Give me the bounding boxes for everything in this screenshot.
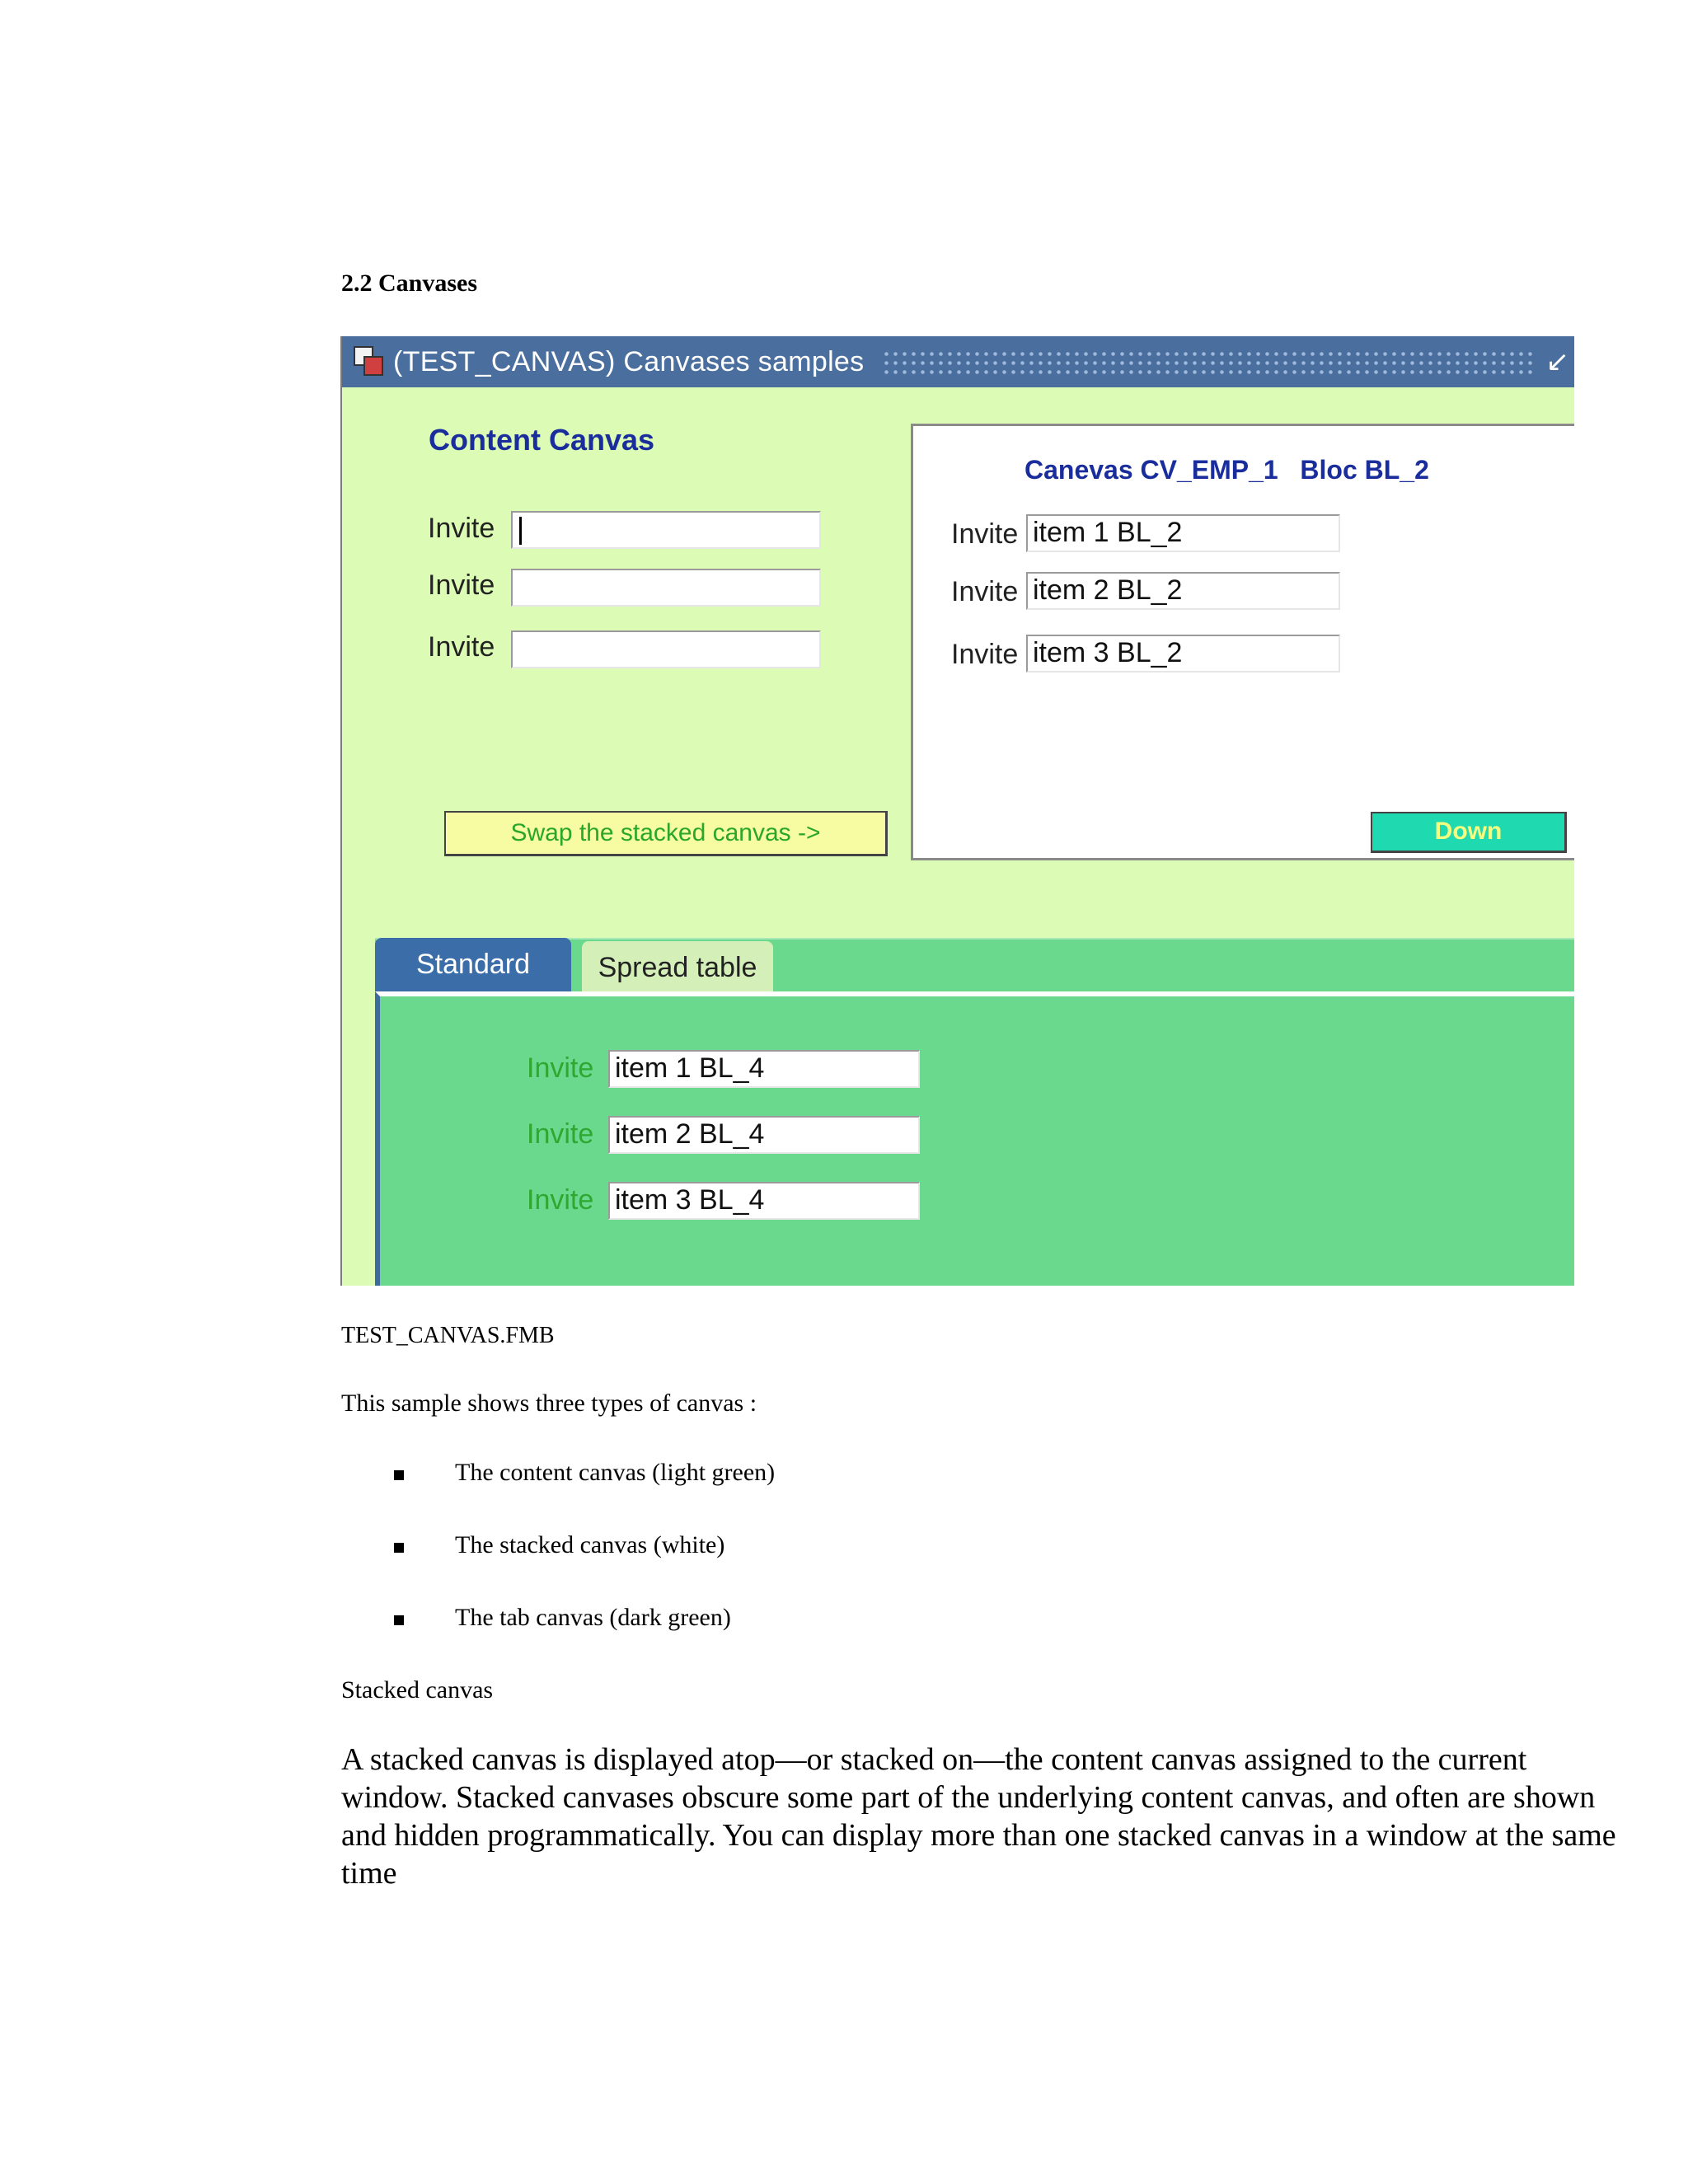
canvas-type-list	[394, 1459, 775, 1676]
down-button[interactable]: Down	[1371, 812, 1567, 853]
stacked-field-3[interactable]: item 3 BL_2	[1026, 635, 1340, 673]
stacked-field-2[interactable]: item 2 BL_2	[1026, 572, 1340, 610]
stacked-field-1[interactable]: item 1 BL_2	[1026, 514, 1340, 552]
bullet-icon	[394, 1615, 404, 1625]
intro-paragraph: This sample shows three types of canvas :	[341, 1390, 757, 1417]
tab-field-1[interactable]: item 1 BL_4	[608, 1050, 920, 1088]
section-title: 2.2 Canvases	[341, 269, 478, 297]
minimize-icon[interactable]: ↙	[1545, 346, 1569, 377]
stacked-canvas	[911, 424, 1574, 860]
app-icon	[352, 344, 387, 379]
tab-spread-table[interactable]: Spread table	[582, 941, 773, 994]
text-cursor	[519, 517, 522, 545]
stacked-field-label-1: Invite	[951, 518, 1019, 550]
content-field-1[interactable]	[511, 511, 821, 549]
body-paragraph: A stacked canvas is displayed atop—or stacked on—the content canvas assigned to the current window. Stacked canvases obscure some part of the underlying content canvas, and often are shown and hidden programmatically. You can display more than one stacked canvas in a window at the same time	[341, 1742, 1616, 1891]
bullet-icon	[394, 1543, 404, 1553]
content-field-3[interactable]	[511, 630, 821, 668]
tab-field-3[interactable]: item 3 BL_4	[608, 1182, 920, 1220]
content-field-label-2: Invite	[428, 569, 495, 601]
stacked-field-label-3: Invite	[951, 639, 1019, 670]
stacked-canvas-title: Canevas CV_EMP_1 Bloc BL_2	[1025, 455, 1429, 485]
content-field-label-1: Invite	[428, 513, 495, 544]
list-item: The content canvas (light green)	[394, 1459, 775, 1531]
tab-field-2[interactable]: item 2 BL_4	[608, 1116, 920, 1154]
stacked-field-label-2: Invite	[951, 576, 1019, 607]
forms-window	[340, 336, 1574, 1286]
bullet-icon	[394, 1470, 404, 1480]
tab-field-label-2: Invite	[527, 1118, 594, 1150]
title-bar-pattern	[882, 349, 1534, 374]
list-item: The stacked canvas (white)	[394, 1531, 775, 1604]
content-canvas-title: Content Canvas	[429, 423, 655, 457]
tab-field-label-1: Invite	[527, 1052, 594, 1084]
window-title: (TEST_CANVAS) Canvases samples	[393, 345, 865, 377]
tab-page	[375, 991, 1574, 1286]
tab-standard[interactable]: Standard	[375, 938, 571, 994]
content-field-label-3: Invite	[428, 631, 495, 663]
title-bar	[342, 336, 1574, 387]
content-field-2[interactable]	[511, 569, 821, 607]
subheading: Stacked canvas	[341, 1676, 494, 1704]
figure-caption: TEST_CANVAS.FMB	[341, 1323, 555, 1348]
swap-stacked-canvas-button[interactable]: Swap the stacked canvas ->	[444, 811, 888, 856]
list-item: The tab canvas (dark green)	[394, 1604, 775, 1676]
tab-field-label-3: Invite	[527, 1184, 594, 1216]
